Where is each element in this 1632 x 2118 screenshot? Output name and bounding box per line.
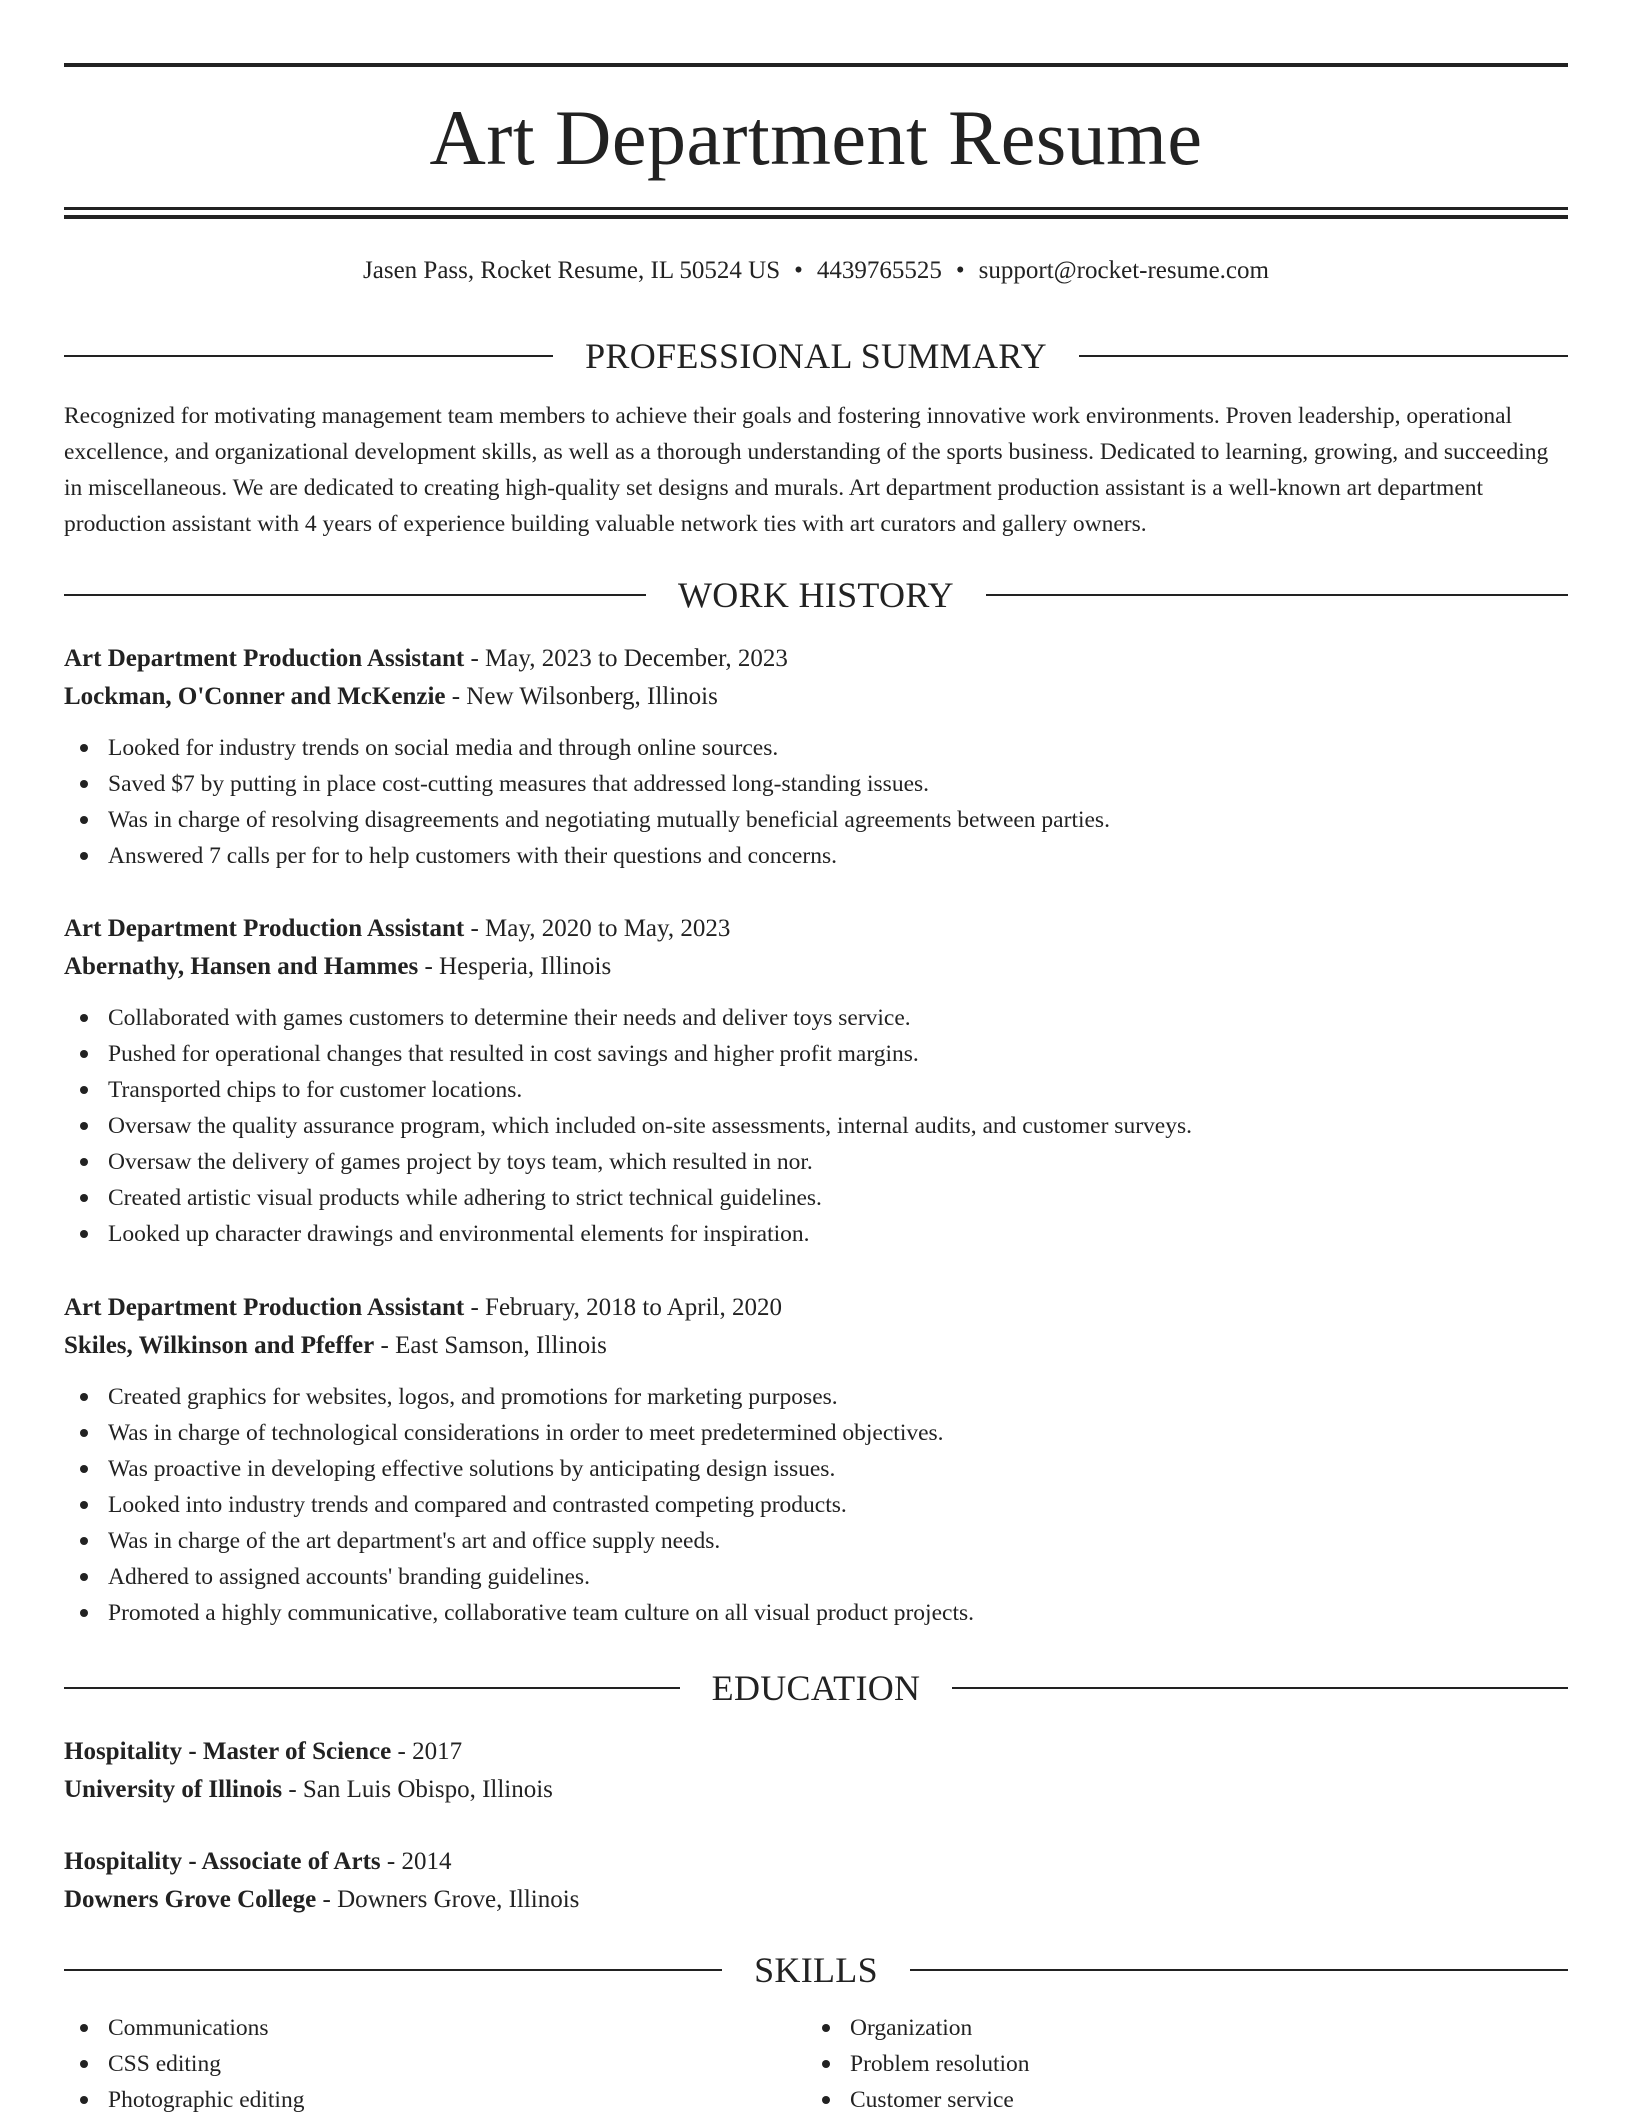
list-item (64, 1072, 1568, 1108)
skills-bullets-left (64, 2010, 806, 2118)
bullet-icon (822, 2096, 830, 2104)
list-item (64, 1523, 1568, 1559)
education-year: - 2017 (391, 1738, 463, 1765)
section-title: EDUCATION (711, 1668, 921, 1708)
bullet-text: Looked into industry trends and compared and contrasted competing products. (108, 1492, 847, 1518)
bullet-icon (80, 1050, 88, 1058)
list-item (64, 1000, 1568, 1036)
bullet-text: Was in charge of the art department's art and office supply needs. (108, 1528, 721, 1554)
list-item (64, 1036, 1568, 1072)
list-item (64, 2046, 806, 2082)
bullet-icon (80, 1537, 88, 1545)
bullet-icon (80, 1465, 88, 1473)
bullet-icon (80, 1122, 88, 1130)
list-item (64, 730, 1568, 766)
skills-column-right (806, 2010, 1548, 2118)
job-title: Art Department Production Assistant (64, 1294, 465, 1321)
job-bullets (64, 730, 1568, 874)
list-item (64, 2010, 806, 2046)
job-company: Skiles, Wilkinson and Pfeffer (64, 1332, 375, 1359)
contact-email: support@rocket-resume.com (978, 257, 1269, 284)
bullet-icon (80, 1230, 88, 1238)
job-title-line (64, 640, 1568, 678)
bullet-text: Was in charge of technological considerations in order to meet predetermined objectives. (108, 1420, 944, 1446)
bullet-icon (80, 1609, 88, 1617)
section-heading-summary (64, 332, 1568, 380)
skill-text: CSS editing (108, 2051, 221, 2077)
education-location: - Downers Grove, Illinois (316, 1886, 580, 1913)
heading-rule-right (910, 1969, 1568, 1971)
job-title: Art Department Production Assistant (64, 915, 465, 942)
skill-text: Photographic editing (108, 2087, 305, 2113)
job-company-line (64, 678, 1568, 716)
summary-text: Recognized for motivating management team members to achieve their goals and fostering innovative work environments. Proven leadership, operational excellence, and organizational development skills, as well as a thorough understanding of the sports business. Dedicated to learning, growing, and succeeding in miscellaneous. We are dedicated to creating high-quality set designs and murals. Art department production assistant is a well-known art department production assistant with 4 years of experience building valuable network ties with art curators and gallery owners. (64, 403, 1549, 537)
contact-separator: • (955, 257, 965, 284)
section-title: PROFESSIONAL SUMMARY (585, 336, 1047, 376)
list-item (64, 1559, 1568, 1595)
job-dates: - May, 2020 to May, 2023 (464, 915, 731, 942)
heading-rule-left (64, 1687, 680, 1689)
section-heading-work-history (64, 571, 1568, 619)
bullet-text: Oversaw the quality assurance program, which included on-site assessments, internal audits, and customer surveys. (108, 1113, 1192, 1139)
list-item (64, 1144, 1568, 1180)
skills-bullets-right (806, 2010, 1548, 2118)
job-company: Lockman, O'Conner and McKenzie (64, 683, 446, 710)
job-title-line (64, 910, 1568, 948)
job-title: Art Department Production Assistant (64, 645, 465, 672)
education-degree: Hospitality - Master of Science (64, 1738, 392, 1765)
list-item (806, 2010, 1548, 2046)
bullet-icon (80, 2060, 88, 2068)
job-dates: - February, 2018 to April, 2020 (464, 1294, 783, 1321)
bullet-icon (80, 744, 88, 752)
education-entry (64, 1843, 1568, 1919)
bullet-text: Collaborated with games customers to determine their needs and deliver toys service. (108, 1005, 911, 1031)
header-top-rule (64, 63, 1568, 67)
job-entry (64, 910, 1568, 1252)
bullet-text: Transported chips to for customer locations. (108, 1077, 523, 1103)
list-item (806, 2046, 1548, 2082)
job-bullets (64, 1000, 1568, 1252)
skills-list (64, 2010, 1568, 2118)
list-item (64, 766, 1568, 802)
education-school-line (64, 1881, 1568, 1919)
bullet-icon (822, 2060, 830, 2068)
bullet-icon (80, 780, 88, 788)
bullet-icon (80, 1429, 88, 1437)
contact-address: Jasen Pass, Rocket Resume, IL 50524 US (363, 257, 781, 284)
bullet-icon (80, 1501, 88, 1509)
skills-column-left (64, 2010, 806, 2118)
job-company-line (64, 948, 1568, 986)
heading-rule-right (1079, 355, 1568, 357)
bullet-icon (80, 852, 88, 860)
bullet-icon (80, 1393, 88, 1401)
header-double-rule-lower (64, 215, 1568, 219)
bullet-text: Answered 7 calls per for to help customers with their questions and concerns. (108, 843, 837, 869)
job-location: - Hesperia, Illinois (418, 953, 612, 980)
job-bullets (64, 1379, 1568, 1631)
education-location: - San Luis Obispo, Illinois (282, 1776, 553, 1803)
contact-separator: • (794, 257, 803, 284)
list-item (806, 2082, 1548, 2118)
bullet-icon (80, 1158, 88, 1166)
bullet-text: Saved $7 by putting in place cost-cutting measures that addressed long-standing issues. (108, 771, 930, 797)
education-year: - 2014 (380, 1848, 452, 1875)
bullet-icon (822, 2024, 830, 2032)
section-heading-skills (64, 1946, 1568, 1994)
education-school: Downers Grove College (64, 1886, 317, 1913)
list-item (64, 1108, 1568, 1144)
education-school: University of Illinois (64, 1776, 283, 1803)
heading-rule-left (64, 594, 646, 596)
bullet-icon (80, 816, 88, 824)
education-degree-line (64, 1843, 1568, 1881)
bullet-text: Created graphics for websites, logos, and promotions for marketing purposes. (108, 1384, 838, 1410)
bullet-icon (80, 1014, 88, 1022)
skill-text: Customer service (850, 2087, 1014, 2113)
list-item (64, 1451, 1568, 1487)
bullet-text: Was proactive in developing effective solutions by anticipating design issues. (108, 1456, 836, 1482)
job-company: Abernathy, Hansen and Hammes (64, 953, 419, 980)
section-heading-education (64, 1664, 1568, 1712)
contact-line (64, 253, 1568, 289)
header-double-rule-upper (64, 207, 1568, 210)
heading-rule-right (986, 594, 1568, 596)
education-degree: Hospitality - Associate of Arts (64, 1848, 381, 1875)
skill-text: Communications (108, 2015, 269, 2041)
resume-title: Art Department Resume (429, 94, 1203, 181)
list-item (64, 1180, 1568, 1216)
bullet-text: Looked for industry trends on social media and through online sources. (108, 735, 779, 761)
job-location: - New Wilsonberg, Illinois (445, 683, 718, 710)
list-item (64, 1216, 1568, 1252)
skill-text: Organization (850, 2015, 973, 2041)
bullet-icon (80, 1086, 88, 1094)
bullet-icon (80, 2096, 88, 2104)
bullet-text: Looked up character drawings and environmental elements for inspiration. (108, 1221, 810, 1247)
education-degree-line (64, 1733, 1568, 1771)
education-school-line (64, 1771, 1568, 1809)
education-entry (64, 1733, 1568, 1809)
bullet-text: Oversaw the delivery of games project by toys team, which resulted in nor. (108, 1149, 813, 1175)
list-item (64, 802, 1568, 838)
job-company-line (64, 1327, 1568, 1365)
bullet-icon (80, 1573, 88, 1581)
job-entry (64, 640, 1568, 874)
bullet-text: Pushed for operational changes that resulted in cost savings and higher profit margins. (108, 1041, 919, 1067)
job-title-line (64, 1289, 1568, 1327)
bullet-text: Created artistic visual products while adhering to strict technical guidelines. (108, 1185, 822, 1211)
list-item (64, 1487, 1568, 1523)
list-item (64, 1415, 1568, 1451)
skill-text: Problem resolution (850, 2051, 1030, 2077)
list-item (64, 1379, 1568, 1415)
job-location: - East Samson, Illinois (374, 1332, 607, 1359)
heading-rule-left (64, 1969, 722, 1971)
list-item (64, 1595, 1568, 1631)
list-item (64, 2082, 806, 2118)
bullet-text: Was in charge of resolving disagreements and negotiating mutually beneficial agreements between parties. (108, 807, 1110, 833)
list-item (64, 838, 1568, 874)
bullet-icon (80, 2024, 88, 2032)
job-entry (64, 1289, 1568, 1631)
job-dates: - May, 2023 to December, 2023 (464, 645, 788, 672)
heading-rule-right (952, 1687, 1568, 1689)
bullet-text: Promoted a highly communicative, collaborative team culture on all visual product projects. (108, 1600, 974, 1626)
bullet-icon (80, 1194, 88, 1202)
contact-phone: 4439765525 (816, 257, 942, 284)
heading-rule-left (64, 355, 553, 357)
section-title: SKILLS (754, 1950, 878, 1990)
bullet-text: Adhered to assigned accounts' branding guidelines. (108, 1564, 590, 1590)
section-title: WORK HISTORY (678, 575, 954, 615)
